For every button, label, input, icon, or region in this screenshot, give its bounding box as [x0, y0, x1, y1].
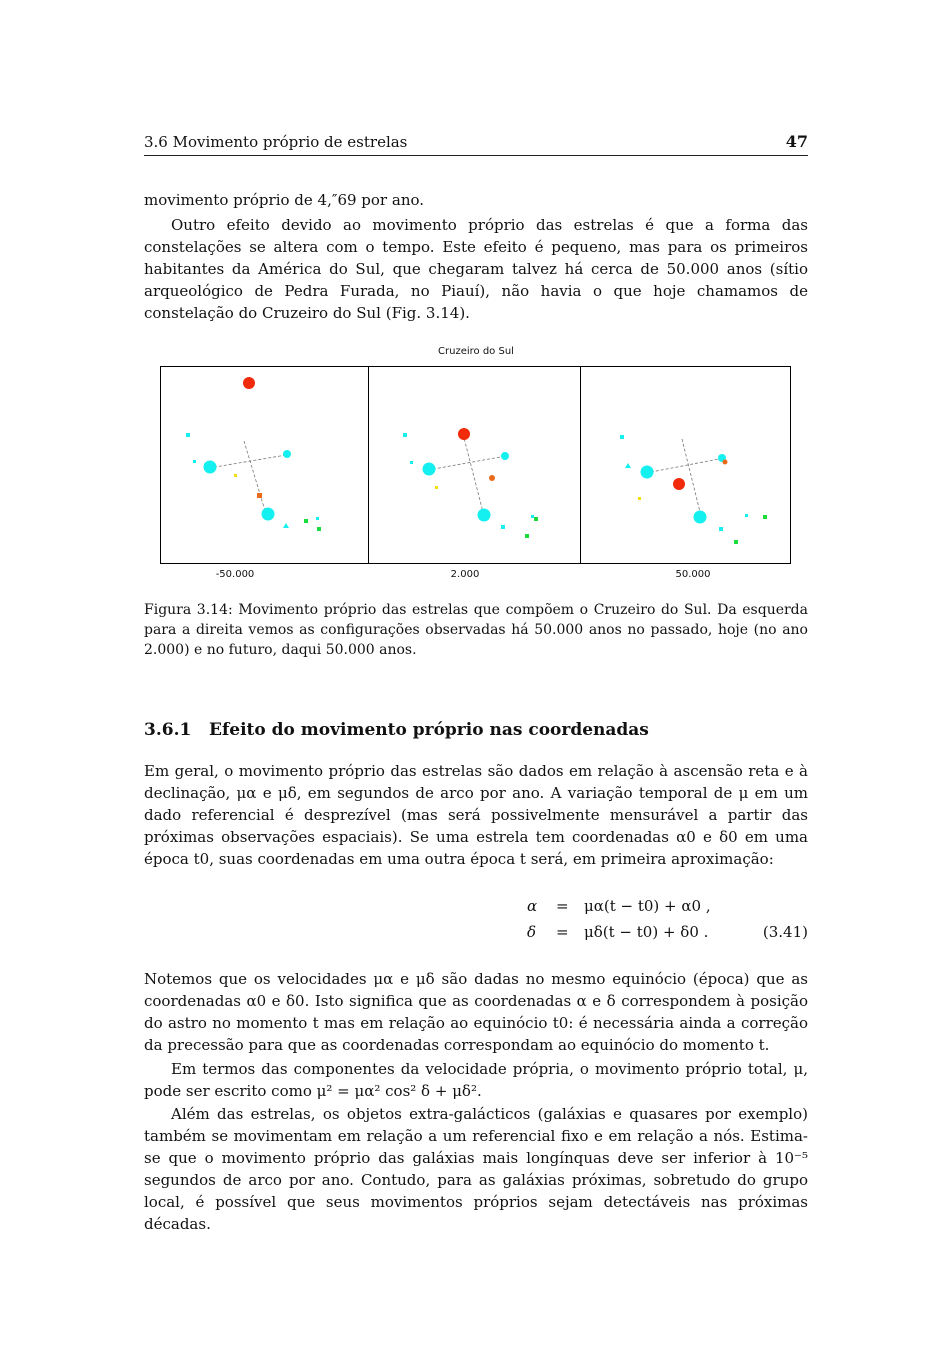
- paragraph-4: Notemos que os velocidades μα e μδ são dadas no mesmo equinócio (época) que as coordenadas α0 e δ0. Isto significa que as coordenadas α e δ correspondem à posição do astro no momento t mas em relação ao equinócio t0: é necessária ainda a correção da precessão para que as coordenadas correspondam ao equinócio do momento t.: [144, 970, 808, 1054]
- star: [316, 517, 319, 520]
- caption-label: Figura 3.14:: [144, 602, 233, 618]
- caption-text: Movimento próprio das estrelas que compõem o Cruzeiro do Sul. Da esquerda para a direita vemos as configurações observadas há 50.000 anos no passado, hoje (no ano 2.000) e no futuro, daqui 50.000 anos.: [144, 602, 808, 658]
- panel-label-past: -50.000: [215, 569, 255, 580]
- star: [641, 466, 654, 479]
- star: [719, 527, 723, 531]
- section-heading: [144, 720, 649, 740]
- star: [620, 435, 624, 439]
- panel-label-present: 2.000: [450, 569, 480, 580]
- cross-arm: [244, 441, 266, 514]
- star: [745, 514, 748, 517]
- cross-arm: [682, 439, 701, 516]
- paragraph-3: Em geral, o movimento próprio das estrelas são dados em relação à ascensão reta e à declinação, μα e μδ, em segundos de arco por ano. A variação temporal de μ em um dado referencial é desprezível (mas será possivelmente mensurável a partir das próximas observações espaciais). Se uma estrela tem coordenadas α0 e δ0 em uma época t0, suas coordenadas em uma outra época t será, em primeira aproximação:: [144, 762, 808, 868]
- star: [534, 517, 538, 521]
- star: [243, 377, 255, 389]
- eq1-lhs: α: [527, 897, 538, 915]
- page-number: 47: [785, 132, 808, 151]
- cross-arm: [428, 456, 506, 470]
- star: [304, 519, 308, 523]
- section-title: Efeito do movimento próprio nas coordenadas: [209, 720, 649, 740]
- star: [763, 515, 767, 519]
- panel-past: [186, 377, 321, 531]
- star: [283, 450, 291, 458]
- star: [694, 511, 707, 524]
- star: [234, 474, 237, 477]
- star: [673, 478, 685, 490]
- star: [435, 486, 438, 489]
- eq1-equals: =: [556, 897, 569, 915]
- star: [317, 527, 321, 531]
- star: [186, 433, 190, 437]
- cross-arm: [646, 458, 724, 473]
- star: [283, 523, 289, 528]
- equation-number: (3.41): [762, 923, 808, 941]
- cross-arm: [463, 434, 484, 516]
- star: [410, 461, 413, 464]
- figure-title: Cruzeiro do Sul: [438, 346, 514, 357]
- running-header: [144, 133, 808, 156]
- star: [531, 515, 534, 518]
- eq2-lhs: δ: [527, 923, 537, 941]
- paragraph-6: Além das estrelas, os objetos extra-galácticos (galáxias e quasares por exemplo) também se movimentam em relação a um referencial fixo e em relação a nós. Estima-se que o movimento próprio das galáxias mais longínquas deve ser inferior à 10⁻⁵ segundos de arco por ano. Contudo, para as galáxias próximas, sobretudo do grupo local, é possível que seus movimentos próprios sejam detectáveis nas próximas décadas.: [144, 1105, 808, 1233]
- eq1-rhs: μα(t − t0) + α0 ,: [584, 897, 711, 915]
- star: [193, 460, 196, 463]
- paragraph-2: Outro efeito devido ao movimento próprio das estrelas é que a forma das constelações se altera com o tempo. Este efeito é pequeno, mas para os primeiros habitantes da América do Sul, que chegaram talvez há cerca de 50.000 anos (sítio arqueológico de Pedra Furada, no Piauí), não havia o que hoje chamamos de constelação do Cruzeiro do Sul (Fig. 3.14).: [144, 216, 808, 322]
- star: [262, 508, 275, 521]
- panel-future: [620, 435, 767, 544]
- star: [403, 433, 407, 437]
- star: [257, 493, 262, 498]
- cross-arm: [209, 455, 286, 468]
- star: [501, 525, 505, 529]
- star: [723, 460, 728, 465]
- star: [525, 534, 529, 538]
- header-section-title: 3.6 Movimento próprio de estrelas: [144, 133, 408, 151]
- star: [458, 428, 470, 440]
- panels-frame: [161, 367, 791, 564]
- panel-label-future: 50.000: [675, 569, 711, 580]
- star: [625, 463, 631, 468]
- star: [423, 463, 436, 476]
- star: [489, 475, 495, 481]
- figure-3-14: [160, 346, 792, 586]
- star: [734, 540, 738, 544]
- star: [204, 461, 217, 474]
- eq2-equals: =: [556, 923, 569, 941]
- star: [501, 452, 509, 460]
- paragraph-1: movimento próprio de 4,″69 por ano.: [144, 191, 425, 209]
- equation-3-41: [144, 897, 808, 945]
- star: [638, 497, 641, 500]
- star-panels: [160, 366, 792, 564]
- figure-caption: [144, 600, 808, 660]
- star: [478, 509, 491, 522]
- section-number: 3.6.1: [144, 720, 192, 740]
- paragraph-5: Em termos das componentes da velocidade própria, o movimento próprio total, μ, pode ser escrito como μ² = μα² cos² δ + μδ².: [144, 1060, 808, 1100]
- eq2-rhs: μδ(t − t0) + δ0 .: [584, 923, 709, 941]
- panel-present: [403, 428, 538, 538]
